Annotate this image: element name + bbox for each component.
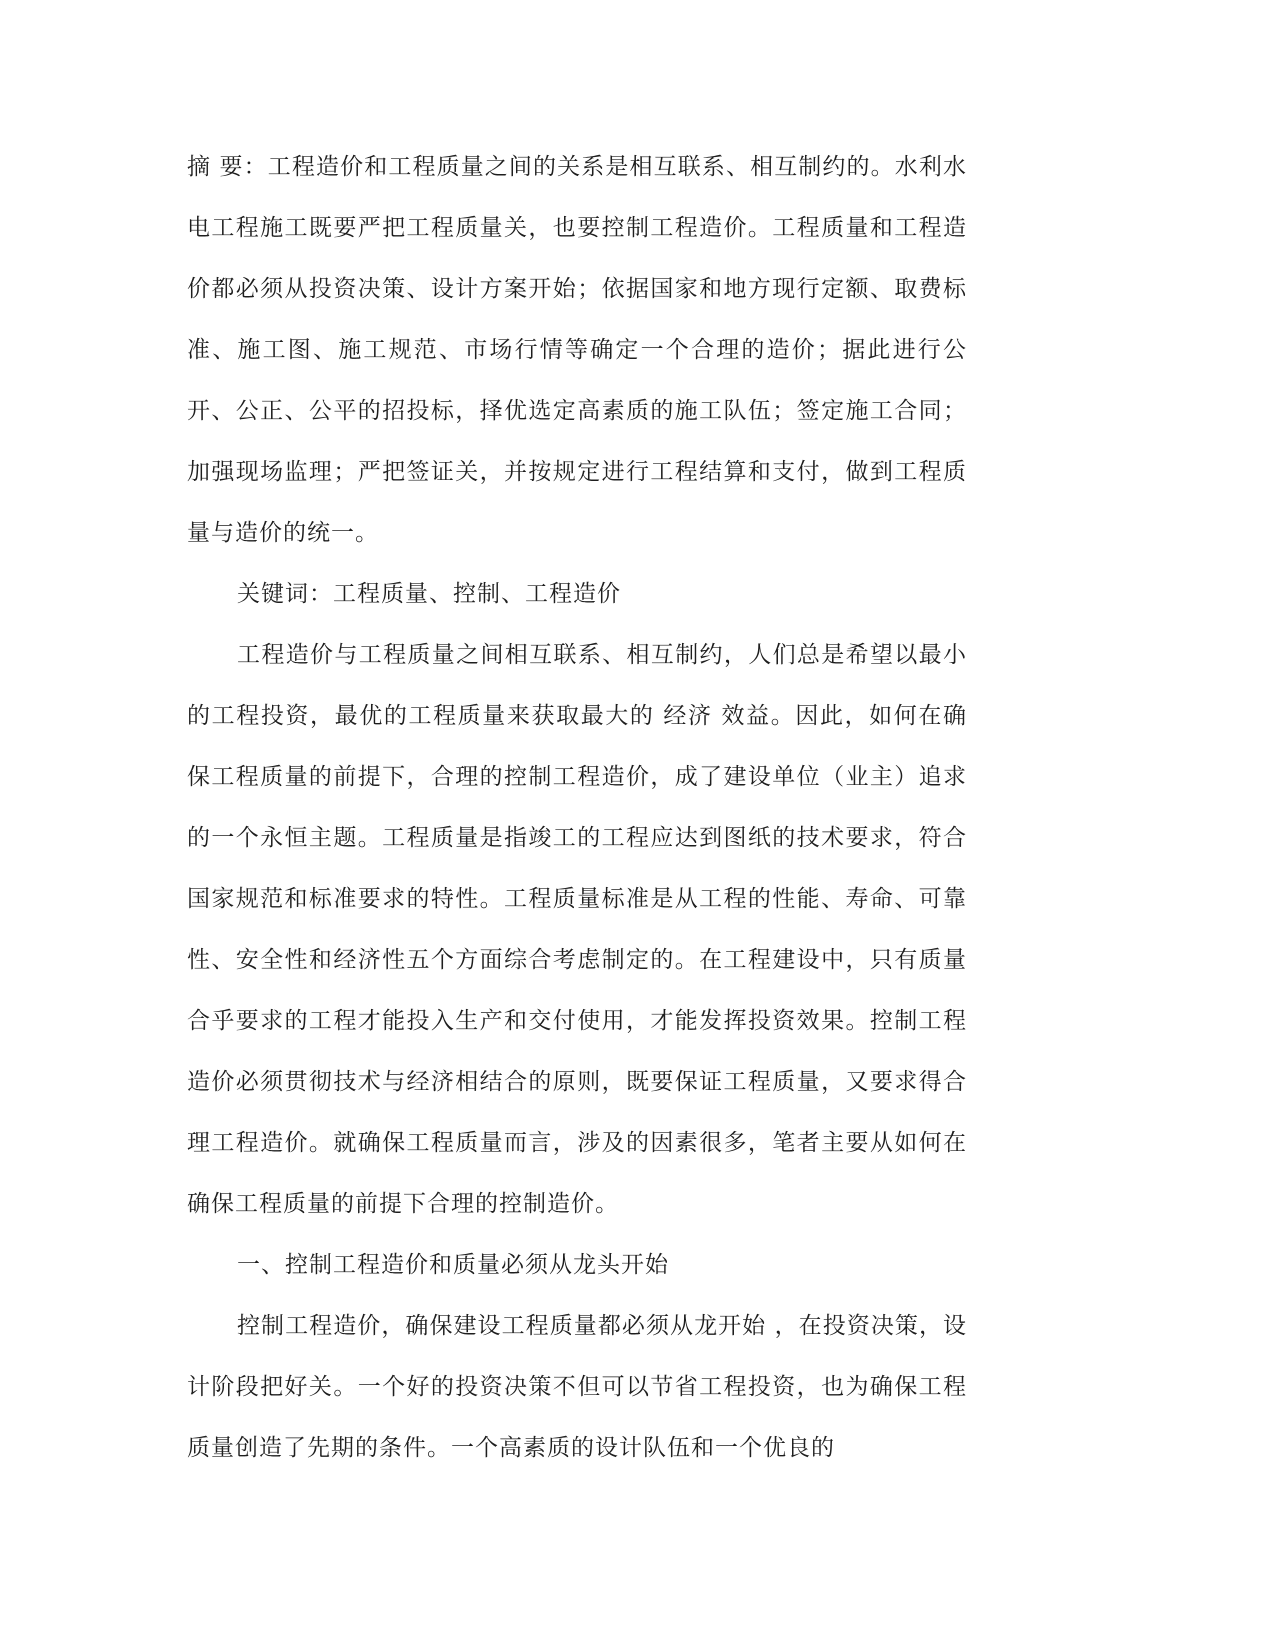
intro-paragraph: 工程造价与工程质量之间相互联系、相互制约，人们总是希望以最小的工程投资，最优的工程质量来获取最大的 经济 效益。因此，如何在确保工程质量的前提下，合理的控制工程造价，成了建设单位（业主）追求的一个永恒主题。工程质量是指竣工的工程应达到图纸的技术要求，符合国家规范和标准要求的特性。工程质量标准是从工程的性能、寿命、可靠性、安全性和经济性五个方面综合考虑制定的。在工程建设中，只有质量合乎要求的工程才能投入生产和交付使用，才能发挥投资效果。控制工程造价必须贯彻技术与经济相结合的原则，既要保证工程质量，又要求得合理工程造价。就确保工程质量而言，涉及的因素很多，笔者主要从如何在确保工程质量的前提下合理的控制造价。 [187,642,967,1217]
section-paragraph: 控制工程造价，确保建设工程质量都必须从龙开始 ，在投资决策，设计阶段把好关。一个好的投资决策不但可以节省工程投资，也为确保工程质量创造了先期的条件。一个高素质的设计队伍和一个优良的 [187,1313,967,1461]
document-body [187,137,967,1479]
abstract-paragraph: 摘 要：工程造价和工程质量之间的关系是相互联系、相互制约的。水利水电工程施工既要严把工程质量关，也要控制工程造价。工程质量和工程造价都必须从投资决策、设计方案开始；依据国家和地方现行定额、取费标准、施工图、施工规范、市场行情等确定一个合理的造价；据此进行公开、公正、公平的招投标，择优选定高素质的施工队伍；签定施工合同；加强现场监理；严把签证关，并按规定进行工程结算和支付，做到工程质量与造价的统一。 [187,154,967,546]
section-heading: 一、控制工程造价和质量必须从龙头开始 [237,1252,669,1278]
keywords-line: 关键词：工程质量、控制、工程造价 [237,581,621,607]
